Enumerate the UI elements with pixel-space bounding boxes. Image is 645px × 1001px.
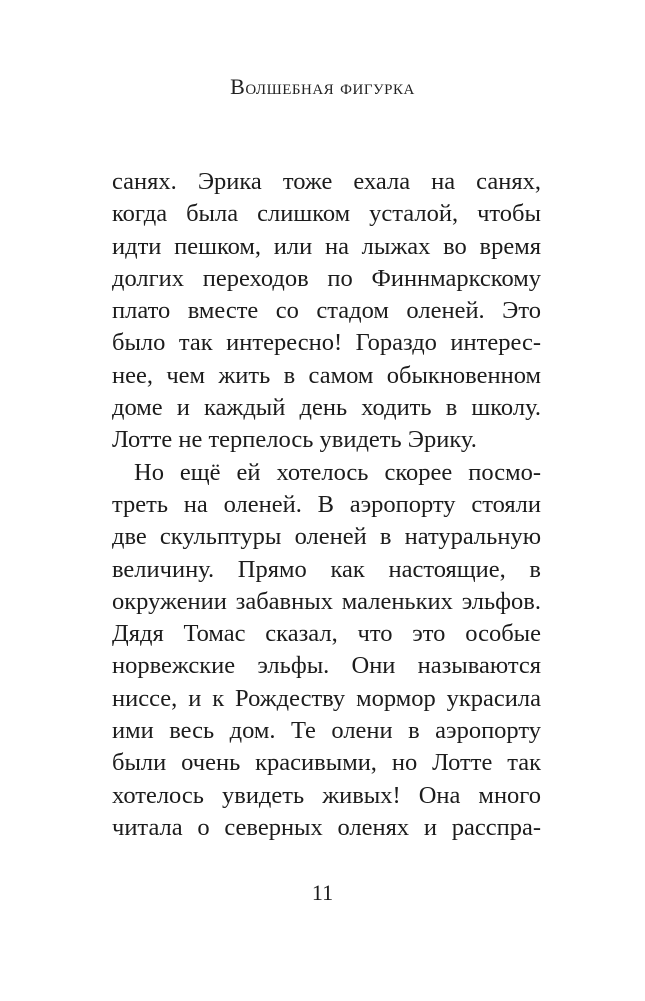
text-line: долгих переходов по Финнмаркскому <box>112 264 541 292</box>
text-line: идти пешком, или на лыжах во время <box>112 232 541 260</box>
text-line: нее, чем жить в самом обыкновенном <box>112 361 541 389</box>
text-line: санях. Эрика тоже ехала на санях, <box>112 168 541 195</box>
text-line: Лотте не терпелось увидеть Эрику. <box>112 426 477 454</box>
text-line: Дядя Томас сказал, что это особые <box>112 620 541 648</box>
text-line: читала о северных оленях и расспра- <box>112 813 541 841</box>
text-line: окружении забавных маленьких эльфов. <box>112 587 541 615</box>
text-line: две скульптуры оленей в натуральную <box>112 523 541 551</box>
text-line: ниссе, и к Рождеству мормор украсила <box>112 684 541 712</box>
body-text <box>112 166 541 844</box>
running-head-title: Волшебная фигурка <box>230 74 415 99</box>
text-line: было так интересно! Гораздо интерес- <box>112 329 541 357</box>
text-line: норвежские эльфы. Они называются <box>112 652 541 680</box>
text-line: Но ещё ей хотелось скорее посмо- <box>134 458 541 486</box>
text-line: плато вместе со стадом оленей. Это <box>112 297 541 325</box>
text-line: были очень красивыми, но Лотте так <box>112 749 541 777</box>
text-line: треть на оленей. В аэропорту стояли <box>112 490 541 518</box>
text-line: величину. Прямо как настоящие, в <box>112 555 541 583</box>
text-line: доме и каждый день ходить в школу. <box>112 394 541 422</box>
paragraph-2 <box>112 457 541 845</box>
text-line: ими весь дом. Те олени в аэропорту <box>112 717 541 745</box>
page-number: 11 <box>311 880 334 905</box>
text-line: хотелось увидеть живых! Она много <box>112 781 541 809</box>
text-line: когда была слишком усталой, чтобы <box>112 200 541 228</box>
paragraph-1 <box>112 166 541 457</box>
